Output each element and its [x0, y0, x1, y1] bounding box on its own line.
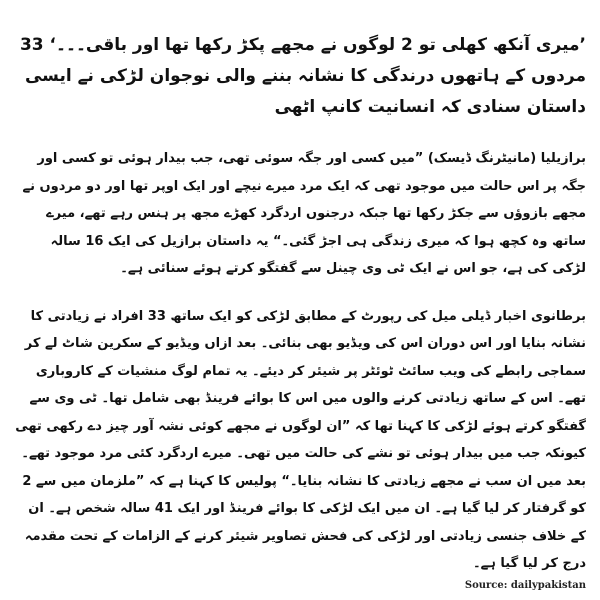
- paragraph-1: برازیلیا (مانیٹرنگ ڈیسک) ”میں کسی اور جگہ سوئی تھی، جب بیدار ہوئی تو کسی اور جگہ پر اس حالت میں موجود تھی کہ ایک مرد میرے نیچے اور ایک اوپر تھا اور دو مردوں نے مجھے بازوؤں سے جکڑ رکھا تھا جبکہ درجنوں اردگرد کھڑے مجھ پر ہنس رہے تھے، میرے ساتھ وہ کچھ ہوا کہ میری زندگی ہی اجڑ گئی۔“ یہ داستان برازیل کی ایک 16 سالہ لڑکی کی ہے، جو اس نے ایک ٹی وی چینل سے گفتگو کرتے ہوئے سنائی ہے۔: [22, 151, 586, 276]
- paragraph-2: برطانوی اخبار ڈیلی میل کی رپورٹ کے مطابق لڑکی کو ایک ساتھ 33 افراد نے زیادتی کا نشانہ بنایا اور اس دوران اس کی ویڈیو بھی بنائی۔ بعد ازاں ویڈیو کے سکرین شاٹ لے کر سماجی رابطے کی ویب سائٹ ٹوئٹر پر شیئر کر دیئے۔ یہ تمام لوگ منشیات کے کاروباری تھے۔ اس کے ساتھ زیادتی کرنے والوں میں اس کا بوائے فرینڈ بھی شامل تھا۔ ٹی وی سے گفتگو کرتے ہوئے لڑکی کا کہنا تھا کہ ”ان لوگوں نے مجھے کوئی نشہ آور چیز دے رکھی تھی کیونکہ جب میں بیدار ہوئی تو نشے کی حالت میں تھی۔ میرے اردگرد کئی مرد موجود تھے۔ بعد میں ان سب نے مجھے زیادتی کا نشانہ بنایا۔“ پولیس کا کہنا ہے کہ ”ملزمان میں سے 2 کو گرفتار کر لیا گیا ہے۔ ان میں ایک لڑکی کا بوائے فرینڈ اور ایک 41 سالہ شخص ہے۔ ان کے خلاف جنسی زیادتی اور لڑکی کی فحش تصاویر شیئر کرنے کے الزامات کے تحت مقدمہ درج کر لیا گیا ہے۔: [15, 308, 586, 571]
- source-credit: Source: dailypakistan: [464, 580, 586, 591]
- headline: ’میری آنکھ کھلی تو 2 لوگوں نے مجھے پکڑ رکھا تھا اور باقی۔۔۔‘ 33 مردوں کے ہاتھوں درندگی کا نشانہ بننے والی نوجوان لڑکی نے ایسی داستان سنادی کہ انسانیت کانپ اٹھی: [19, 35, 586, 117]
